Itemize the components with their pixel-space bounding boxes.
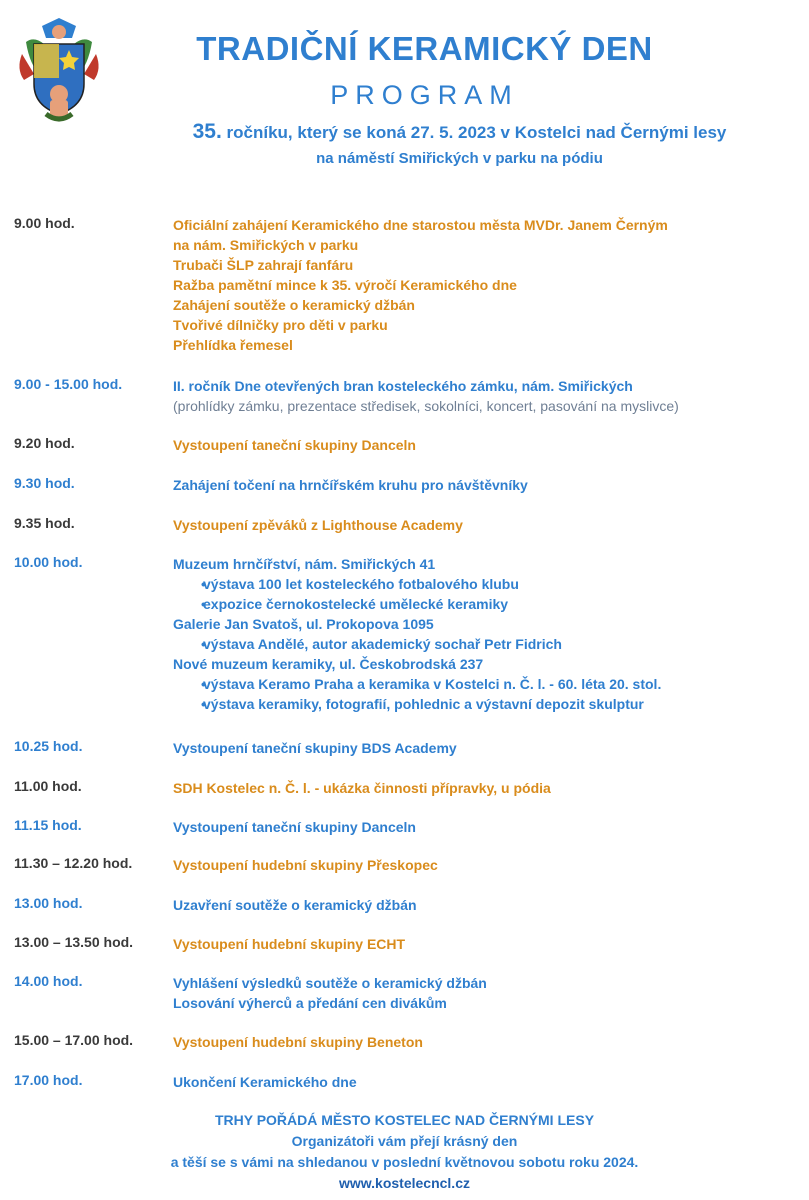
program-description bbox=[173, 435, 803, 455]
program-line: Muzeum hrnčířství, nám. Smiřických 41 bbox=[173, 556, 436, 572]
program-description bbox=[173, 817, 803, 837]
program-description bbox=[173, 554, 803, 714]
program-description bbox=[173, 778, 803, 798]
program-line: Nové muzeum keramiky, ul. Českobrodská 237 bbox=[173, 656, 484, 672]
program-line: Přehlídka řemesel bbox=[173, 337, 293, 353]
program-description bbox=[173, 475, 803, 495]
program-time: 14.00 hod. bbox=[14, 973, 83, 989]
program-line: Vystoupení hudební skupiny ECHT bbox=[173, 936, 406, 952]
footer-invitation: a těší se s vámi na shledanou v poslední květnovou sobotu roku 2024. bbox=[170, 1154, 639, 1170]
program-time: 9.20 hod. bbox=[14, 435, 75, 451]
footer-organizer: TRHY POŘÁDÁ MĚSTO KOSTELEC NAD ČERNÝMI LESY bbox=[214, 1112, 595, 1128]
program-description bbox=[173, 1072, 803, 1092]
program-time: 17.00 hod. bbox=[14, 1072, 83, 1088]
program-time: 9.00 hod. bbox=[14, 215, 75, 231]
program-line: (prohlídky zámku, prezentace středisek, sokolníci, koncert, pasování na myslivce) bbox=[173, 398, 679, 414]
program-time: 11.15 hod. bbox=[14, 817, 82, 833]
program-bullet-item: • expozice černokostelecké umělecké keramiky bbox=[173, 594, 803, 614]
program-description bbox=[173, 376, 803, 416]
program-line: II. ročník Dne otevřených bran kosteleckého zámku, nám. Smiřických bbox=[173, 378, 633, 394]
program-time: 13.00 – 13.50 hod. bbox=[14, 934, 134, 950]
program-description bbox=[173, 973, 803, 1013]
program-time: 11.30 – 12.20 hod. bbox=[14, 855, 133, 871]
program-description bbox=[173, 895, 803, 915]
program-description bbox=[173, 934, 803, 954]
program-line: Vystoupení taneční skupiny Danceln bbox=[173, 437, 416, 453]
program-bullet-item: • výstava 100 let kosteleckého fotbalového klubu bbox=[173, 574, 803, 594]
program-line: Galerie Jan Svatoš, ul. Prokopova 1095 bbox=[173, 616, 434, 632]
edition-line bbox=[110, 120, 809, 144]
program-time: 9.30 hod. bbox=[14, 475, 75, 491]
program-line: Trubači ŠLP zahrají fanfáru bbox=[173, 257, 354, 273]
edition-number: 35. bbox=[192, 120, 222, 143]
program-time: 11.00 hod. bbox=[14, 778, 82, 794]
program-line: Vyhlášení výsledků soutěže o keramický džbán bbox=[173, 975, 487, 991]
program-time: 10.25 hod. bbox=[14, 738, 83, 754]
program-description bbox=[173, 738, 803, 758]
program-time: 10.00 hod. bbox=[14, 554, 83, 570]
program-description bbox=[173, 215, 803, 355]
page-subtitle: PROGRAM bbox=[330, 80, 519, 110]
program-line: Vystoupení taneční skupiny BDS Academy bbox=[173, 740, 457, 756]
program-line: Oficiální zahájení Keramického dne starostou města MVDr. Janem Černým bbox=[173, 217, 668, 233]
program-bullet-item: • výstava Keramo Praha a keramika v Kostelci n. Č. l. - 60. léta 20. stol. bbox=[173, 674, 803, 694]
program-line: Zahájení soutěže o keramický džbán bbox=[173, 297, 415, 313]
program-time: 13.00 hod. bbox=[14, 895, 83, 911]
page-title: TRADIČNÍ KERAMICKÝ DEN bbox=[196, 30, 653, 67]
program-description bbox=[173, 515, 803, 535]
program-time: 9.00 - 15.00 hod. bbox=[14, 376, 123, 392]
program-line: Uzavření soutěže o keramický džbán bbox=[173, 897, 417, 913]
program-line: Vystoupení zpěváků z Lighthouse Academy bbox=[173, 517, 463, 533]
program-line: na nám. Smiřických v parku bbox=[173, 237, 359, 253]
program-line: Ražba pamětní mince k 35. výročí Keramického dne bbox=[173, 277, 517, 293]
location-line: na náměstí Smiřických v parku na pódiu bbox=[316, 150, 603, 167]
footer-website-link[interactable]: www.kostelecncl.cz bbox=[339, 1175, 470, 1191]
footer-greeting: Organizátoři vám přejí krásný den bbox=[291, 1133, 518, 1149]
program-description bbox=[173, 855, 803, 875]
edition-text: ročníku, který se koná 27. 5. 2023 v Kostelci nad Černými lesy bbox=[221, 123, 727, 142]
program-line: Tvořivé dílničky pro děti v parku bbox=[173, 317, 388, 333]
program-line: Vystoupení hudební skupiny Přeskopec bbox=[173, 857, 438, 873]
program-line: Ukončení Keramického dne bbox=[173, 1074, 357, 1090]
program-line: SDH Kostelec n. Č. l. - ukázka činnosti přípravky, u pódia bbox=[173, 780, 551, 796]
program-description bbox=[173, 1032, 803, 1052]
program-line: Losování výherců a předání cen divákům bbox=[173, 995, 447, 1011]
program-bullet-item: • výstava Andělé, autor akademický sochař Petr Fidrich bbox=[173, 634, 803, 654]
program-time: 9.35 hod. bbox=[14, 515, 75, 531]
program-line: Zahájení točení na hrnčířském kruhu pro návštěvníky bbox=[173, 477, 528, 493]
program-line: Vystoupení taneční skupiny Danceln bbox=[173, 819, 416, 835]
program-bullet-item: • výstava keramiky, fotografií, pohlednic a výstavní depozit skulptur bbox=[173, 694, 803, 714]
program-time: 15.00 – 17.00 hod. bbox=[14, 1032, 134, 1048]
program-line: Vystoupení hudební skupiny Beneton bbox=[173, 1034, 423, 1050]
